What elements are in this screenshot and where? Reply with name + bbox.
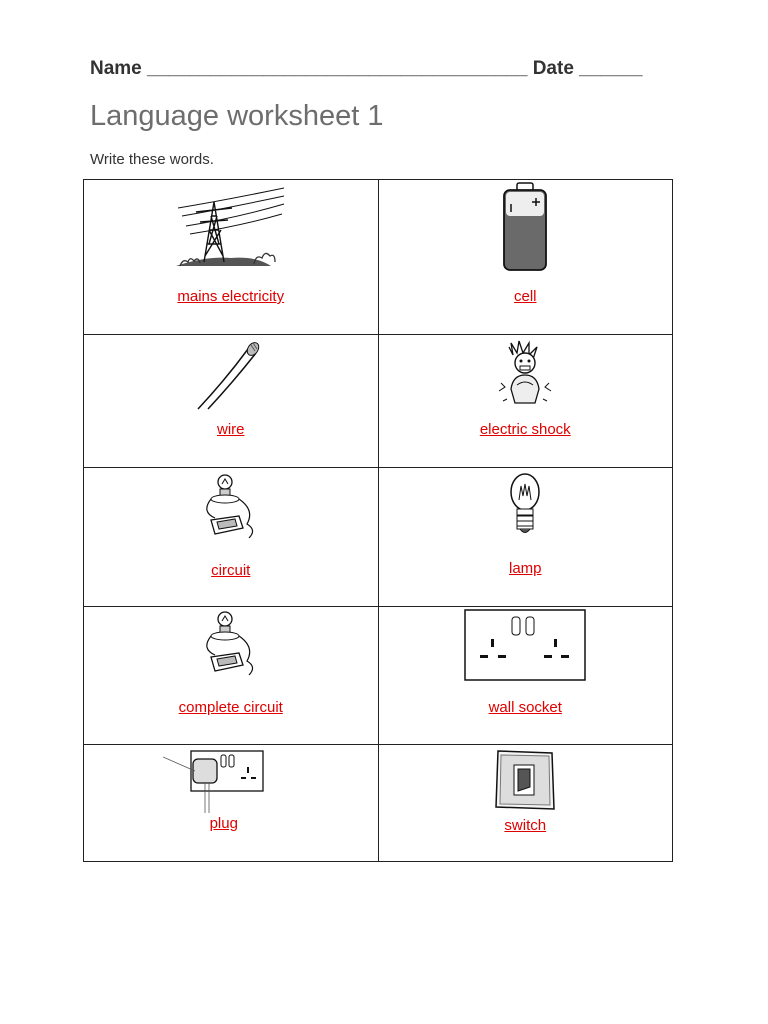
vocab-cell: [378, 745, 673, 862]
table-row: [84, 180, 673, 335]
vocab-cell: [84, 607, 379, 745]
word-label: cell: [513, 288, 537, 305]
table-row: [84, 335, 673, 468]
battery-icon: [500, 182, 550, 272]
table-row: [84, 468, 673, 607]
vocab-cell: [378, 468, 673, 607]
word-label: wall socket: [488, 699, 562, 716]
vocab-cell: [378, 180, 673, 335]
word-label: electric shock: [479, 421, 571, 438]
word-label: plug: [209, 815, 238, 832]
word-label: switch: [504, 817, 547, 834]
bulb-icon: [505, 472, 545, 536]
shocked-person-icon: [495, 339, 555, 411]
vocab-cell: [84, 335, 379, 468]
word-label: wire: [216, 421, 245, 438]
word-label: circuit: [211, 562, 251, 579]
table-row: [84, 745, 673, 862]
word-label: complete circuit: [178, 699, 283, 716]
complete-circuit-icon: [199, 609, 263, 681]
vocabulary-table: [83, 179, 673, 862]
name-date-line: Name ____________________________________ Date ______: [90, 58, 643, 79]
circuit-icon: [199, 472, 263, 544]
vocab-cell: [84, 468, 379, 607]
instruction-text: Write these words.: [90, 151, 214, 168]
table-row: [84, 607, 673, 745]
vocab-cell: [378, 607, 673, 745]
word-label: mains electricity: [177, 288, 285, 305]
plug-icon: [163, 749, 267, 815]
vocab-cell: [84, 745, 379, 862]
wire-icon: [196, 339, 266, 411]
vocab-cell: [84, 180, 379, 335]
page-title: Language worksheet 1: [90, 100, 384, 132]
wall-socket-icon: [464, 609, 586, 681]
vocab-cell: [378, 335, 673, 468]
switch-icon: [492, 747, 558, 813]
pylon-icon: [176, 186, 286, 272]
word-label: lamp: [508, 560, 542, 577]
